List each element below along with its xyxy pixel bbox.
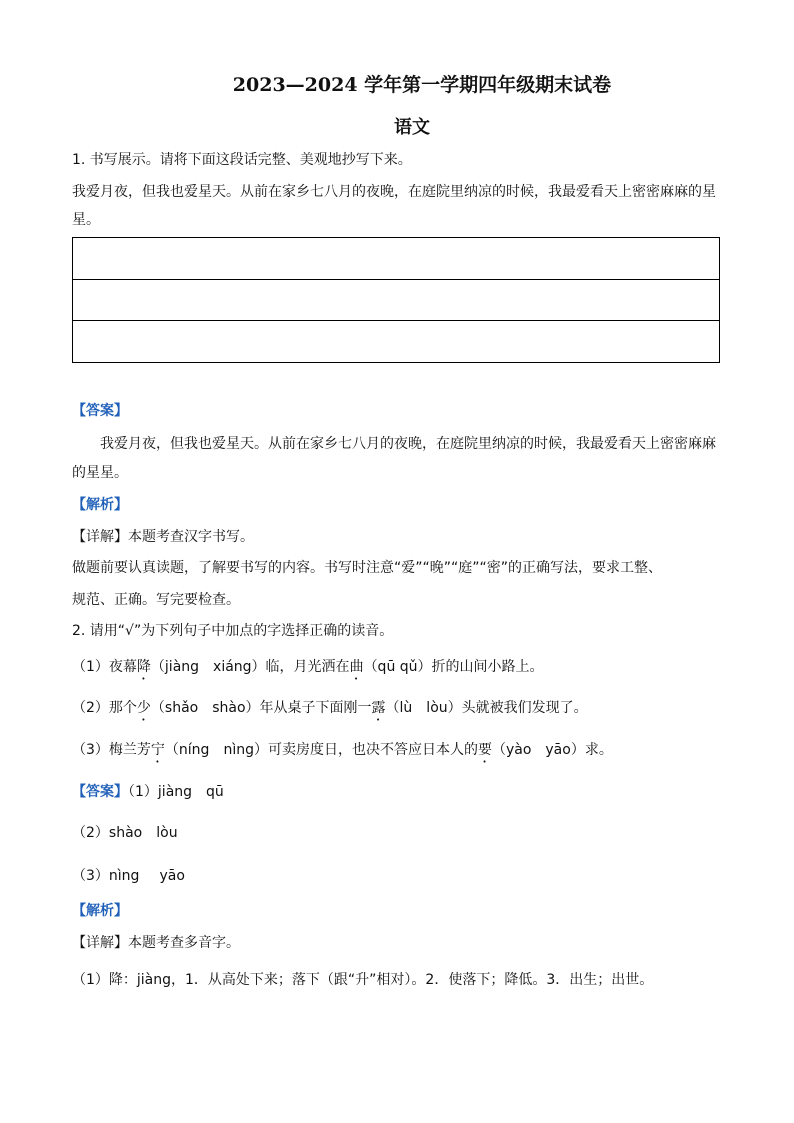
s1-text-c: （qū qǔ）折的山间小路上。 — [363, 659, 544, 675]
ans3-a: nìng — [108, 868, 140, 884]
s3-text-c: （yào yāo）求。 — [491, 742, 613, 758]
q1-detail-tag: 【详解】 — [72, 529, 128, 545]
exam-title: 2023—2024 学年第一学期四年级期末试卷 — [232, 74, 612, 96]
q2-detail — [72, 933, 240, 953]
s2-dotted-char-1: 少 — [136, 700, 151, 716]
s3-dotted-char-2: 要 — [477, 742, 492, 758]
q2-answer-2 — [72, 823, 178, 843]
q2-detail-text: 本题考查多音字。 — [128, 935, 240, 951]
writing-row[interactable] — [73, 238, 719, 280]
q2-answer-tag: 【答案】 — [72, 784, 128, 800]
writing-box[interactable] — [72, 237, 720, 363]
writing-row[interactable] — [73, 280, 719, 322]
ans1-num: （1） — [128, 784, 158, 800]
q1-answer-line2: 的星星。 — [72, 465, 128, 481]
ans2-num: （2） — [72, 825, 109, 841]
s1-num: （1） — [72, 659, 109, 675]
q1-answer-line1: 我爱月夜，但我也爱星天。从前在家乡七八月的夜晚，在庭院里纳凉的时候，我最爱看天上密密麻麻 — [100, 436, 716, 452]
s2-text-c: （lù lòu）头就被我们发现了。 — [385, 700, 588, 716]
q1-explain-line1: 做题前要认真读题，了解要书写的内容。书写时注意“爱”“晚”“庭”“密”的正确写法，要求工整、 — [72, 560, 663, 576]
s3-text-a: 梅兰芳 — [108, 742, 151, 758]
q2-sentence-3 — [72, 740, 613, 766]
s1-dotted-char-1: 降 — [136, 659, 151, 675]
q2-answer-3 — [72, 866, 185, 886]
ans2-b: lòu — [156, 825, 178, 841]
writing-row[interactable] — [73, 321, 719, 363]
ans1-a: jiàng — [157, 784, 193, 800]
s3-num: （3） — [72, 742, 109, 758]
q1-answer-tag: 【答案】 — [72, 403, 128, 419]
q2-sentence-2 — [72, 698, 588, 724]
q1-detail — [72, 527, 254, 547]
q1-passage-line2: 星。 — [72, 212, 100, 228]
ans3-b: yāo — [159, 868, 185, 884]
q2-prompt: 2. 请用“√”为下列句子中加点的字选择正确的读音。 — [72, 623, 394, 639]
q1-passage-line1: 我爱月夜，但我也爱星天。从前在家乡七八月的夜晚，在庭院里纳凉的时候，我最爱看天上密密麻麻的星 — [72, 184, 716, 200]
q1-prompt: 1. 书写展示。请将下面这段话完整、美观地抄写下来。 — [72, 152, 412, 168]
q2-analysis-tag: 【解析】 — [72, 903, 128, 919]
subject-title: 语文 — [394, 117, 430, 138]
ans2-a: shào — [108, 825, 143, 841]
q2-explain-1: （1）降：jiàng，1．从高处下来；落下（跟“升”相对）。2．使落下；降低。3．出生；出世。 — [72, 972, 654, 988]
s1-text-b: （jiàng xiáng）临，月光洒在 — [150, 659, 350, 675]
s1-text-a: 夜幕 — [108, 659, 137, 675]
s3-text-b: （níng nìng）可卖房度日，也决不答应日本人的 — [164, 742, 478, 758]
s1-dotted-char-2: 曲 — [349, 659, 364, 675]
s2-text-a: 那个 — [108, 700, 137, 716]
s3-dotted-char-1: 宁 — [150, 742, 165, 758]
q2-detail-tag: 【详解】 — [72, 935, 128, 951]
ans1-b: qū — [206, 784, 224, 800]
q2-sentence-1 — [72, 657, 544, 683]
q1-analysis-tag: 【解析】 — [72, 497, 128, 513]
q2-answer-1 — [72, 782, 224, 802]
s2-dotted-char-2: 露 — [371, 700, 386, 716]
ans3-num: （3） — [72, 868, 109, 884]
s2-text-b: （shǎo shào）年从桌子下面刚一 — [150, 700, 372, 716]
s2-num: （2） — [72, 700, 109, 716]
q1-explain-line2: 规范、正确。写完要检查。 — [72, 592, 240, 608]
q1-detail-text: 本题考查汉字书写。 — [128, 529, 254, 545]
